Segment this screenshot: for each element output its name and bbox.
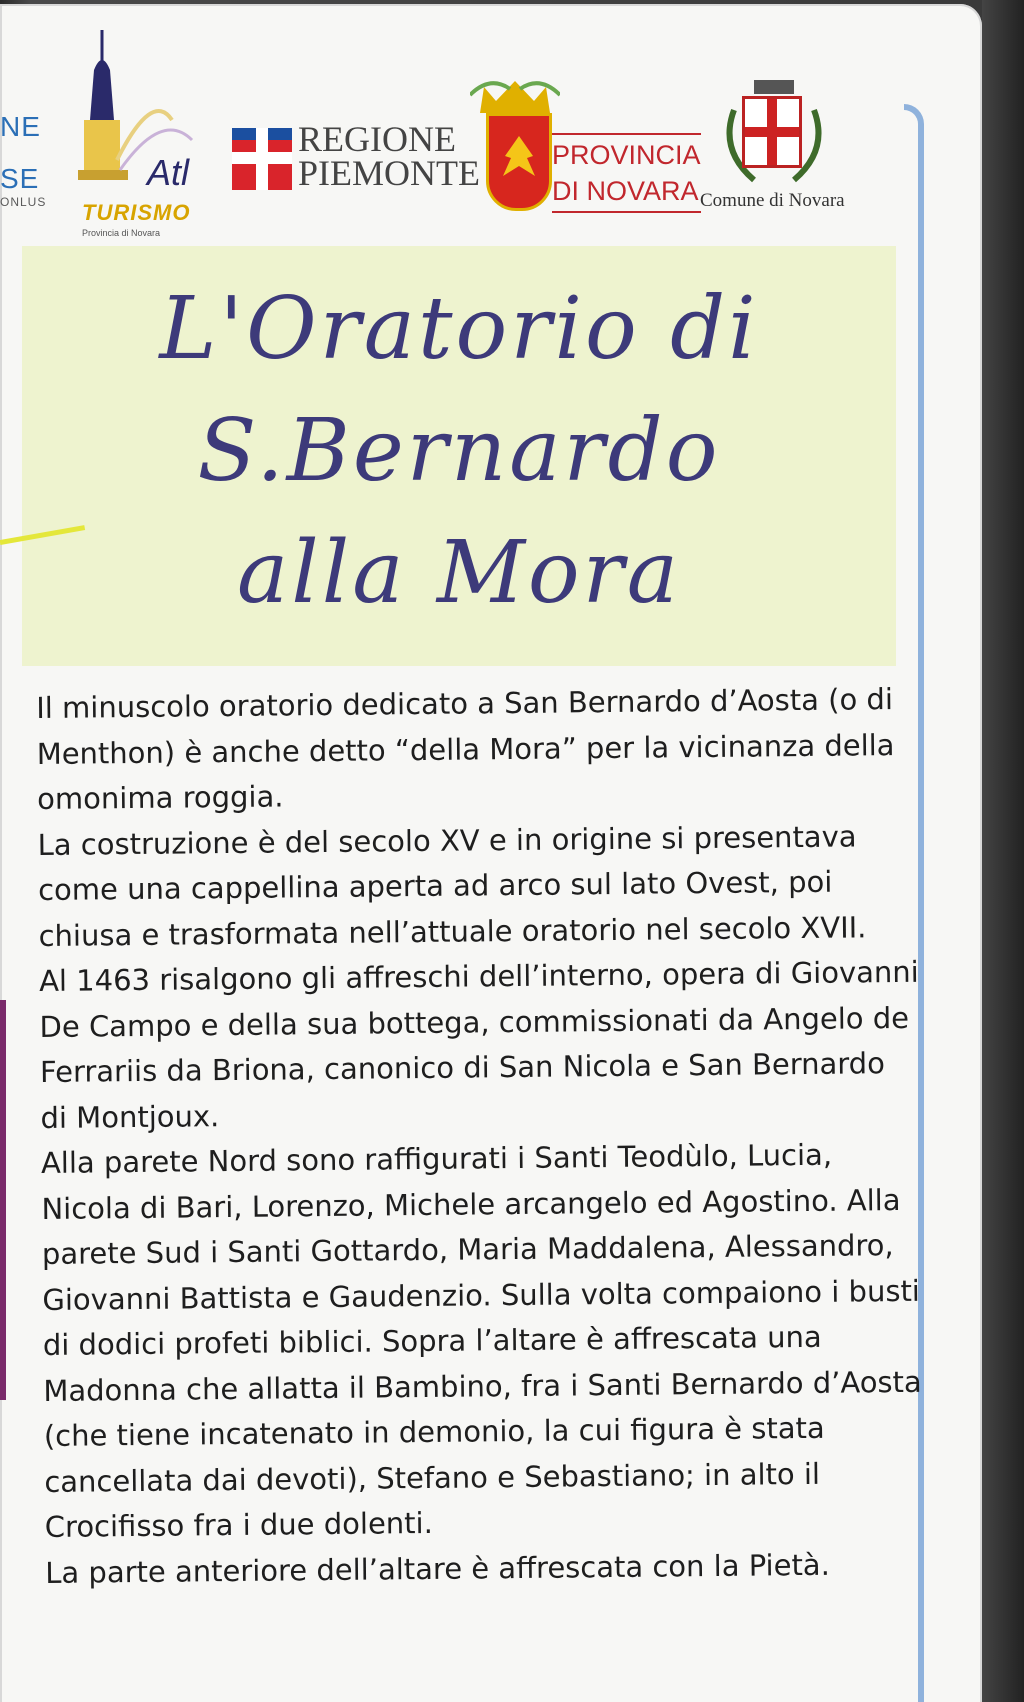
crown-icon [470, 75, 560, 115]
left-edge-strip [0, 1000, 6, 1400]
piemonte-flag-icon [232, 128, 292, 190]
regione-line2: PIEMONTE [298, 153, 480, 193]
body-paragraph: Al 1463 risalgono gli affreschi dell’interno, opera di Giovanni De Campo e della sua bottega, commissionati da Angelo de Ferrariis da Briona, canonico di San Nicola e San Bernardo di Montjoux. [38, 954, 919, 1135]
partial-logo-line: NE [0, 111, 41, 142]
sign-body [36, 677, 925, 1596]
body-paragraph: Alla parete Nord sono raffigurati i Santi Teodùlo, Lucia, Nicola di Bari, Lorenzo, Michele arcangelo ed Agostino. Alla parete Sud i Santi Gottardo, Maria Maddalena, Alessandro, Giovanni Battista e Gaudenzio. Sulla volta compaiono i busti di dodici profeti biblici. Sopra l’altare è affrescata una Madonna che allatta il Bambino, fra i Santi Bernardo d’Aosta (che tiene incatenato in demonio, la cui figura è stata cancellata dai devoti), Stefano e Sebastiano; in alto il Crocifisso fra i due dolenti. [40, 1137, 922, 1544]
logo-row [0, 20, 900, 238]
comune-novara-logo [694, 80, 894, 220]
provincia-novara-logo [470, 75, 701, 225]
comune-text: Comune di Novara [700, 190, 845, 211]
comune-crest-icon [742, 96, 802, 168]
provincia-line2: DI NOVARA [552, 176, 699, 206]
atl-name: TURISMO [82, 200, 191, 225]
regione-line1: REGIONE [298, 119, 456, 159]
title-panel [22, 246, 896, 666]
atl-subtitle: Provincia di Novara [82, 228, 161, 238]
atl-mark: Atl [147, 152, 190, 193]
title-line3: alla Mora [236, 523, 682, 623]
body-paragraph: La costruzione è del secolo XV e in origine si presentava come una cappellina aperta ad arco sul lato Ovest, poi chiusa e trasformata nell’attuale oratorio nel secolo XVII. [37, 818, 867, 953]
partial-logo-line: SE [0, 162, 40, 194]
atl-turismo-logo [72, 30, 232, 240]
sign-title [22, 268, 896, 634]
body-paragraph: Il minuscolo oratorio dedicato a San Bernardo d’Aosta (o di Menthon) è anche detto “della Mora” per la vicinanza della omonima roggia. [36, 682, 895, 816]
partial-logo [0, 110, 46, 210]
information-sign [0, 4, 982, 1702]
title-line2: S.Bernardo [197, 401, 721, 501]
title-line1: L'Oratorio di [159, 279, 759, 379]
provincia-shield-icon [486, 113, 552, 211]
partial-logo-small: ONLUS [0, 195, 47, 210]
provincia-line1: PROVINCIA [552, 140, 701, 170]
mole-antonelliana-icon [72, 30, 212, 200]
background-right [982, 0, 1024, 1702]
provincia-text [552, 133, 701, 213]
regione-text [298, 119, 480, 193]
body-paragraph: La parte anteriore dell’altare è affrescata con la Pietà. [45, 1547, 830, 1590]
